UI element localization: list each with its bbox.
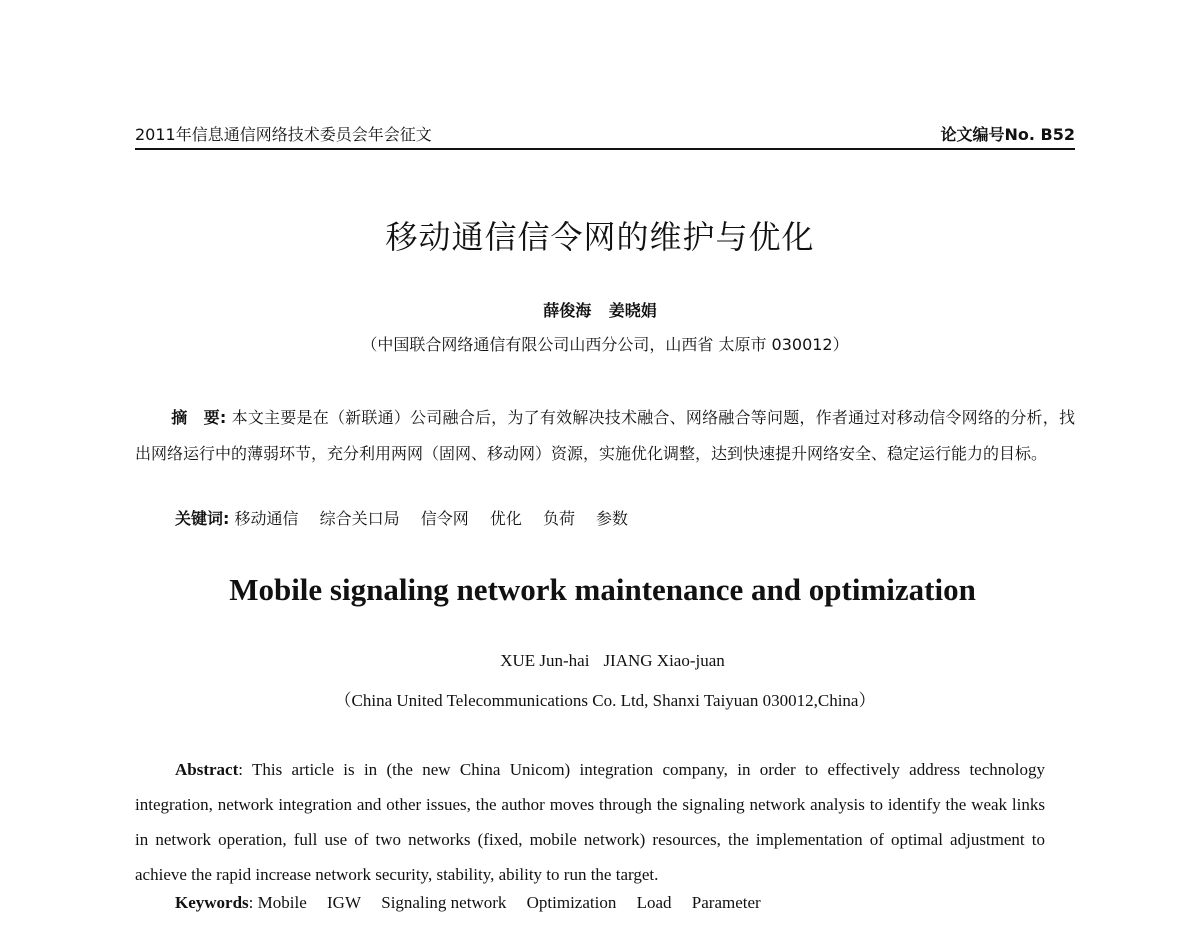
english-affiliation: （China United Telecommunications Co. Ltd, Shanxi Taiyuan 030012,China） bbox=[334, 691, 876, 710]
keyword: 参数 bbox=[596, 509, 629, 528]
chinese-authors bbox=[0, 298, 1200, 321]
keyword: Mobile bbox=[257, 893, 307, 912]
chinese-abstract bbox=[135, 400, 1075, 472]
chinese-keywords bbox=[175, 506, 1075, 529]
keyword: IGW bbox=[327, 893, 361, 912]
chinese-title: 移动通信信令网的维护与优化 bbox=[385, 218, 815, 256]
keyword: 优化 bbox=[489, 509, 522, 528]
author-name: 薛俊海 bbox=[543, 301, 592, 320]
chinese-affiliation: （中国联合网络通信有限公司山西分公司，山西省 太原市 030012） bbox=[361, 335, 849, 354]
keywords-separator: : bbox=[248, 893, 254, 912]
paper-number: 论文编号No. B52 bbox=[940, 125, 1075, 144]
abstract-text: : This article is in (the new China Unicom) integration company, in order to effectively address technology integration, network integration and other issues, the author moves through the signaling network analysis to identify the weak links in network operation, full use of two networks (fixed, mobile network) resources, the implementation of optimal adjustment to achieve the rapid increase network security, stability, ability to run the target. bbox=[135, 760, 1045, 884]
keywords-label: Keywords bbox=[175, 893, 249, 912]
author-name: XUE Jun-hai bbox=[500, 651, 590, 670]
author-name: JIANG Xiao-juan bbox=[603, 651, 725, 670]
author-name: 姜晓娟 bbox=[608, 301, 657, 320]
abstract-text: 本文主要是在（新联通）公司融合后，为了有效解决技术融合、网络融合等问题，作者通过对移动信令网络的分析，找出网络运行中的薄弱环节，充分利用两网（固网、移动网）资源，实施优化调整，达到快速提升网络安全、稳定运行能力的目标。 bbox=[135, 408, 1075, 463]
english-abstract bbox=[135, 752, 1045, 892]
keyword: Optimization bbox=[526, 893, 617, 912]
keyword: 信令网 bbox=[420, 509, 469, 528]
keyword: Load bbox=[636, 893, 672, 912]
abstract-label: Abstract bbox=[175, 760, 239, 779]
keyword: Signaling network bbox=[381, 893, 507, 912]
keyword: 综合关口局 bbox=[319, 509, 400, 528]
keyword: 负荷 bbox=[542, 509, 575, 528]
english-authors bbox=[0, 651, 1200, 671]
english-title: Mobile signaling network maintenance and optimization bbox=[229, 572, 976, 607]
keyword: 移动通信 bbox=[234, 509, 299, 528]
page-header bbox=[135, 122, 1075, 150]
keyword: Parameter bbox=[691, 893, 761, 912]
conference-name: 2011年信息通信网络技术委员会年会征文 bbox=[135, 125, 432, 144]
abstract-label: 摘 要: bbox=[171, 408, 227, 427]
keywords-label: 关键词: bbox=[175, 509, 230, 528]
english-keywords bbox=[175, 893, 1055, 913]
